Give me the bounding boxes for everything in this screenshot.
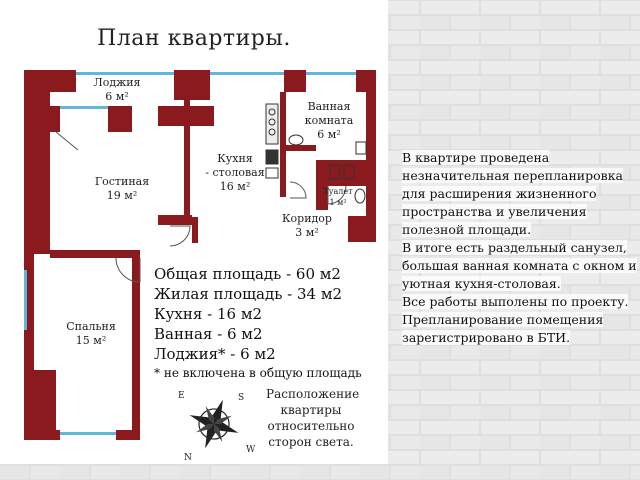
stat-loggia: Лоджия* - 6 м2 (154, 345, 276, 363)
room-area: 6 м² (317, 128, 341, 141)
room-corridor (276, 212, 338, 240)
room-name: Лоджия (93, 76, 141, 89)
room-name-line2: комната (304, 114, 354, 127)
compass-letter-s: S (238, 393, 245, 403)
description-line: полезной площади. (402, 222, 532, 237)
room-toilet (316, 186, 360, 208)
description-text (402, 149, 638, 347)
description-line: для расширения жизненного (402, 186, 597, 201)
room-kitchen (196, 152, 274, 194)
description-line: пространства и увеличения (402, 204, 587, 219)
orientation-line: квартиры (280, 403, 342, 417)
orientation-line: относительно (267, 419, 355, 433)
orientation-line: сторон света. (268, 435, 354, 449)
room-bathroom (296, 100, 362, 142)
page-title: План квартиры. (97, 26, 291, 51)
area-stats (154, 264, 362, 382)
orientation-line: Расположение (266, 387, 360, 401)
room-name-line2: - столовая (205, 166, 265, 179)
stat-total: Общая площадь - 60 м2 (154, 265, 341, 283)
stat-footnote: * не включена в общую площадь (154, 366, 362, 380)
description-line: зарегистрировано в БТИ. (402, 330, 571, 345)
description-line: большая ванная комната с окном и (402, 258, 637, 273)
room-area: 16 м² (219, 180, 251, 193)
room-living (86, 175, 158, 203)
description-line: незначительная перепланировка (402, 168, 623, 183)
description-line: В квартире проведена (402, 150, 550, 165)
stat-living: Жилая площадь - 34 м2 (154, 285, 343, 303)
room-name: Гостиная (94, 175, 150, 188)
description-line: В итоге есть раздельный санузел, (402, 240, 627, 255)
room-area: 19 м² (106, 189, 138, 202)
description-line: Все работы выполены по проекту. (402, 294, 629, 309)
compass-letter-n: N (184, 453, 192, 463)
stat-bathroom: Ванная - 6 м2 (154, 325, 263, 343)
room-area: 6 м² (105, 90, 129, 103)
orientation-note (266, 386, 360, 450)
room-name: Кухня (217, 152, 253, 165)
room-area: 3 м² (295, 226, 319, 239)
stat-kitchen: Кухня - 16 м2 (154, 305, 263, 323)
description-line: уютная кухня-столовая. (402, 276, 561, 291)
room-loggia (84, 76, 150, 104)
room-name: Спальня (66, 320, 116, 333)
description-line: Препланирование помещения (402, 312, 604, 327)
room-name: Коридор (282, 212, 332, 225)
compass-letter-w: W (246, 445, 256, 455)
compass-letter-e: E (178, 391, 185, 401)
room-area: 1 м² (329, 198, 347, 207)
room-area: 15 м² (75, 334, 107, 347)
room-name: Ванная (307, 100, 351, 113)
room-bedroom (58, 320, 124, 348)
room-name: Туалет (323, 187, 353, 196)
